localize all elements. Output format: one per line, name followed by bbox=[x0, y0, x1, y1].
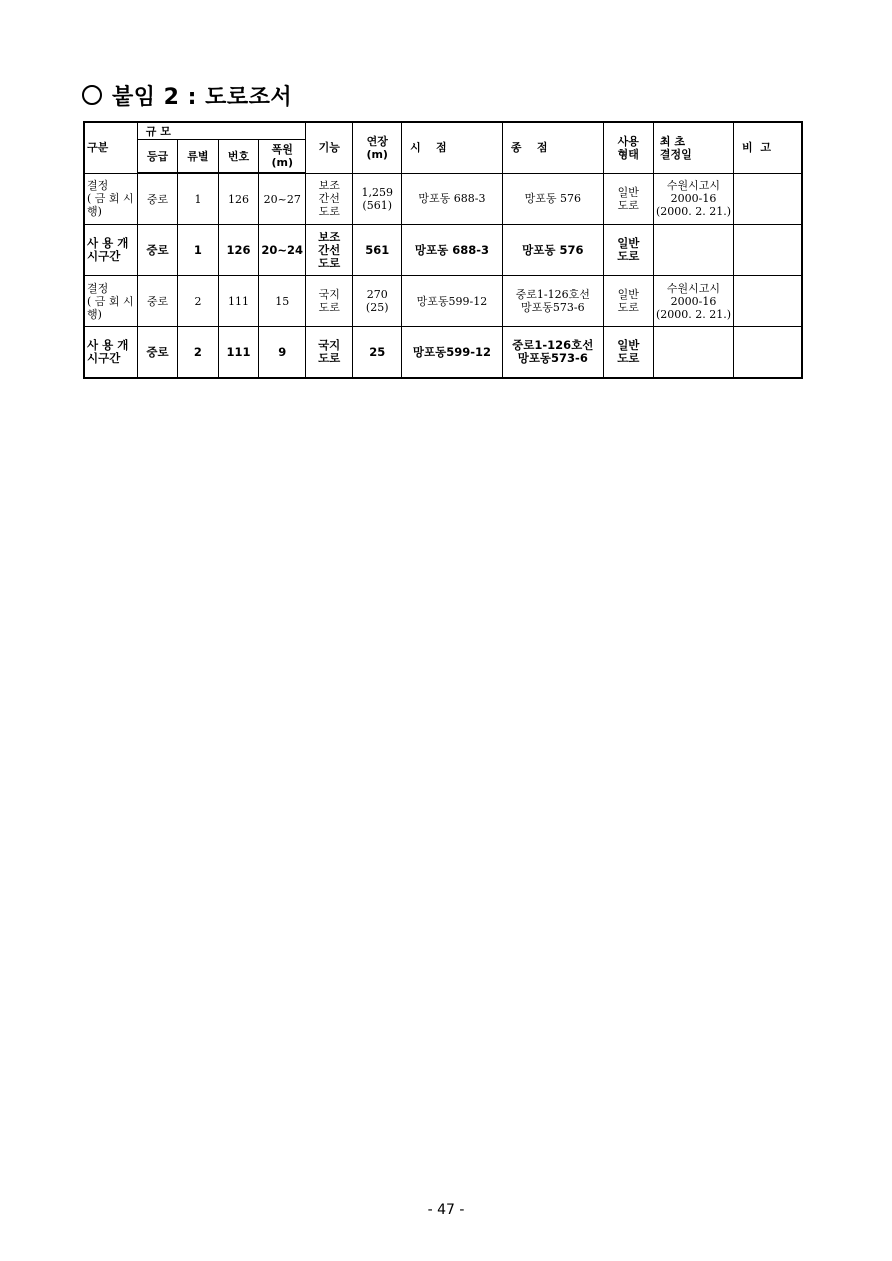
cell-start: 망포동 688-3 bbox=[402, 173, 503, 225]
cell-end: 망포동 576 bbox=[502, 225, 603, 276]
cell-length: 561 bbox=[353, 225, 402, 276]
cell-end: 중로1-126호선 망포동573-6 bbox=[502, 276, 603, 327]
cell-remarks bbox=[734, 225, 802, 276]
header-number: 번호 bbox=[218, 140, 259, 174]
cell-end: 망포동 576 bbox=[502, 173, 603, 225]
header-remarks: 비 고 bbox=[734, 122, 802, 173]
header-start: 시 점 bbox=[402, 122, 503, 173]
cell-length: 1,259 (561) bbox=[353, 173, 402, 225]
cell-width: 20~24 bbox=[259, 225, 306, 276]
cell-remarks bbox=[734, 276, 802, 327]
cell-number: 111 bbox=[218, 327, 259, 379]
page-number: - 47 - bbox=[427, 1202, 465, 1218]
cell-grade: 중로 bbox=[137, 327, 177, 379]
cell-start: 망포동 688-3 bbox=[402, 225, 503, 276]
road-table bbox=[83, 121, 803, 379]
cell-function: 국지 도로 bbox=[306, 327, 353, 379]
cell-number: 126 bbox=[218, 225, 259, 276]
header-function: 기능 bbox=[306, 122, 353, 173]
cell-start: 망포동599-12 bbox=[402, 327, 503, 379]
header-scale: 규 모 bbox=[137, 122, 305, 140]
cell-function: 보조 간선 도로 bbox=[306, 225, 353, 276]
header-row bbox=[84, 122, 802, 140]
cell-grade: 중로 bbox=[137, 173, 177, 225]
table-row bbox=[84, 173, 802, 225]
cell-first-decision: 수원시고시 2000-16 (2000. 2. 21.) bbox=[653, 276, 733, 327]
cell-end: 중로1-126호선 망포동573-6 bbox=[502, 327, 603, 379]
cell-usage: 일반 도로 bbox=[603, 276, 653, 327]
circle-bullet-icon bbox=[82, 85, 102, 105]
cell-usage: 일반 도로 bbox=[603, 225, 653, 276]
cell-class: 1 bbox=[178, 173, 218, 225]
cell-length: 270 (25) bbox=[353, 276, 402, 327]
cell-usage: 일반 도로 bbox=[603, 173, 653, 225]
header-first-decision: 최 초 결정일 bbox=[653, 122, 733, 173]
cell-gubun: 결정 ( 금 회 시 행) bbox=[84, 276, 137, 327]
cell-grade: 중로 bbox=[137, 225, 177, 276]
cell-first-decision bbox=[653, 225, 733, 276]
cell-width: 9 bbox=[259, 327, 306, 379]
cell-remarks bbox=[734, 173, 802, 225]
cell-gubun: 사 용 개 시구간 bbox=[84, 327, 137, 379]
table-row bbox=[84, 225, 802, 276]
page-title bbox=[82, 80, 292, 111]
cell-grade: 중로 bbox=[137, 276, 177, 327]
cell-start: 망포동599-12 bbox=[402, 276, 503, 327]
cell-class: 2 bbox=[178, 327, 218, 379]
header-usage: 사용 형태 bbox=[603, 122, 653, 173]
cell-usage: 일반 도로 bbox=[603, 327, 653, 379]
table-row bbox=[84, 327, 802, 379]
header-width: 폭원 (m) bbox=[259, 140, 306, 174]
cell-length: 25 bbox=[353, 327, 402, 379]
table-row bbox=[84, 276, 802, 327]
cell-class: 2 bbox=[178, 276, 218, 327]
cell-remarks bbox=[734, 327, 802, 379]
header-end: 종 점 bbox=[502, 122, 603, 173]
cell-number: 111 bbox=[218, 276, 259, 327]
header-grade: 등급 bbox=[137, 140, 177, 174]
header-length: 연장 (m) bbox=[353, 122, 402, 173]
cell-function: 보조 간선 도로 bbox=[306, 173, 353, 225]
page-title-text: 붙임 2 : 도로조서 bbox=[112, 85, 293, 110]
header-gubun: 구분 bbox=[84, 122, 137, 173]
cell-gubun: 사 용 개 시구간 bbox=[84, 225, 137, 276]
cell-first-decision bbox=[653, 327, 733, 379]
header-class: 류별 bbox=[178, 140, 218, 174]
cell-class: 1 bbox=[178, 225, 218, 276]
cell-width: 20~27 bbox=[259, 173, 306, 225]
cell-width: 15 bbox=[259, 276, 306, 327]
cell-function: 국지 도로 bbox=[306, 276, 353, 327]
cell-gubun: 결정 ( 금 회 시 행) bbox=[84, 173, 137, 225]
cell-first-decision: 수원시고시 2000-16 (2000. 2. 21.) bbox=[653, 173, 733, 225]
cell-number: 126 bbox=[218, 173, 259, 225]
